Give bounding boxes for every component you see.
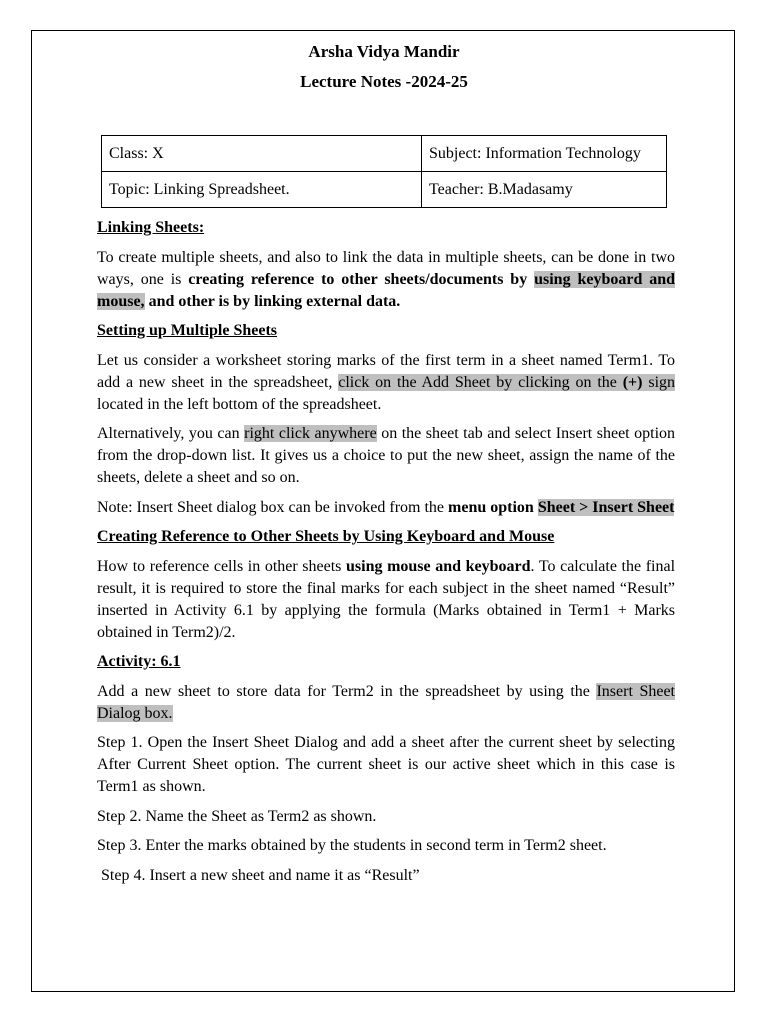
reference-paragraph bbox=[97, 556, 675, 644]
text-run: How to reference cells in other sheets bbox=[97, 557, 346, 575]
text-run: Note: Insert Sheet dialog box can be invoked from the bbox=[97, 498, 449, 516]
highlighted-text: right click anywhere bbox=[244, 425, 377, 442]
step-1: Step 1. Open the Insert Sheet Dialog and add a sheet after the current sheet by selecting After Current Sheet option. The current sheet is our active sheet which in this case is Term1 as shown. bbox=[97, 734, 675, 795]
text-run: Alternatively, you can bbox=[97, 425, 245, 442]
school-name: Arsha Vidya Mandir bbox=[308, 42, 460, 61]
text-run: located in the left bottom of the spreadsheet. bbox=[97, 395, 382, 413]
activity-paragraph bbox=[97, 681, 675, 725]
text-run: on the sheet tab and select Insert sheet option from the drop-down list. It gives us a choice to put the new sheet, assign the name of the sheets, delete a sheet and so on. bbox=[97, 425, 676, 486]
add-sheet-paragraph bbox=[97, 350, 675, 416]
bold-text: using mouse and keyboard bbox=[346, 557, 531, 575]
text-run: Add a new sheet to store data for Term2 in the spreadsheet by using the bbox=[97, 682, 597, 700]
table-row bbox=[102, 172, 667, 208]
step-2: Step 2. Name the Sheet as Term2 as shown. bbox=[97, 807, 377, 825]
reference-heading: Creating Reference to Other Sheets by Using Keyboard and Mouse bbox=[97, 528, 555, 545]
note-paragraph bbox=[97, 497, 675, 519]
subject-cell: Subject: Information Technology bbox=[422, 136, 667, 172]
linking-sheets-paragraph bbox=[97, 247, 675, 313]
bold-text: creating reference to other sheets/documents by bbox=[188, 270, 535, 288]
linking-sheets-heading: Linking Sheets: bbox=[97, 219, 205, 236]
topic-cell: Topic: Linking Spreadsheet. bbox=[102, 172, 422, 208]
bold-text: (+) bbox=[622, 373, 643, 391]
page-title: Lecture Notes -2024-25 bbox=[300, 72, 468, 91]
highlighted-text bbox=[338, 374, 675, 391]
step-4: Step 4. Insert a new sheet and name it as “Result” bbox=[101, 866, 420, 884]
text-run: click on the Add Sheet by clicking on the bbox=[338, 373, 623, 391]
text-run: Let us consider a worksheet storing marks of the first term in a sheet named Term1. To add a new sheet in the spreadsheet, bbox=[97, 351, 675, 391]
bold-text: menu option bbox=[448, 498, 538, 516]
right-click-paragraph bbox=[97, 423, 675, 489]
teacher-cell: Teacher: B.Madasamy bbox=[422, 172, 667, 208]
multiple-sheets-heading: Setting up Multiple Sheets bbox=[97, 322, 278, 339]
step-3: Step 3. Enter the marks obtained by the students in second term in Term2 sheet. bbox=[97, 837, 607, 854]
text-run: . To calculate the final result, it is required to store the final marks for each subject in the sheet named “Result” inserted in Activity 6.1 by applying the formula (Marks obtained in Term1 + Marks obtained in Term2)/2. bbox=[97, 557, 676, 641]
notes-body bbox=[97, 217, 675, 894]
text-run: To create multiple sheets, and also to link the data in multiple sheets, can be done in two ways, one is bbox=[97, 248, 675, 288]
table-row bbox=[102, 136, 667, 172]
text-run: sign bbox=[642, 373, 676, 391]
info-table bbox=[101, 135, 667, 208]
highlighted-text: Insert Sheet Dialog box. bbox=[97, 682, 676, 722]
class-cell: Class: X bbox=[102, 136, 422, 172]
bold-text: and other is by linking external data. bbox=[144, 292, 401, 310]
highlighted-text: using keyboard and mouse, bbox=[97, 270, 676, 310]
highlighted-text: Sheet > Insert Sheet bbox=[537, 498, 675, 516]
activity-heading: Activity: 6.1 bbox=[97, 653, 181, 670]
